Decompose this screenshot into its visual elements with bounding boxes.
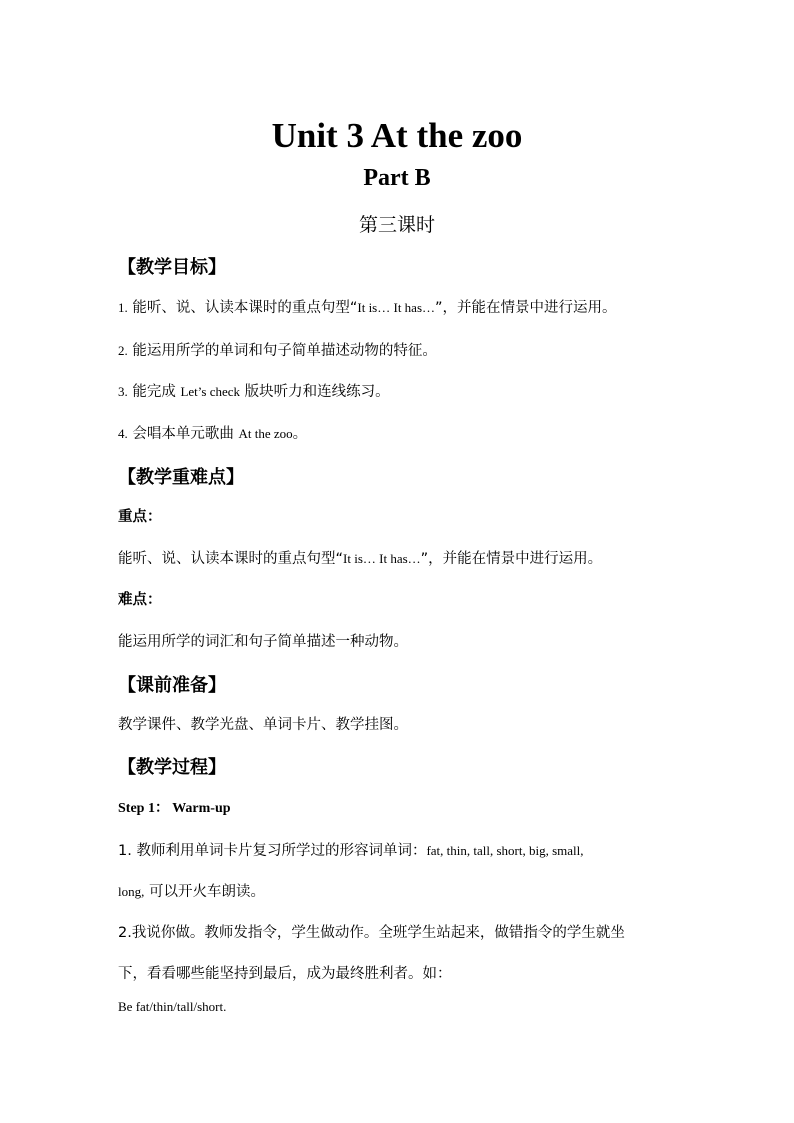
- focus-label: 重点：: [118, 509, 162, 525]
- document-subtitle: Part B: [363, 165, 431, 191]
- process-item-1-line-1: 1. 教师利用单词卡片复习所学过的形容词单词：fat, thin, tall, short, big, small,: [118, 843, 584, 859]
- example-text: Be fat/thin/tall/short.: [118, 999, 227, 1014]
- process-item-1-line-2: long, 可以开火车朗读。: [118, 884, 265, 900]
- objective-item-4: 4. 会唱本单元歌曲 At the zoo。: [118, 426, 308, 442]
- document-title: Unit 3 At the zoo: [271, 116, 523, 155]
- difficulty-label: 难点：: [118, 592, 162, 608]
- objective-item-3: 3. 能完成 Let’s check 版块听力和连线练习。: [118, 384, 390, 400]
- objective-item-2: 2. 能运用所学的单词和句子简单描述动物的特征。: [118, 343, 437, 359]
- process-item-2-line-2: 下，看看哪些能坚持到最后，成为最终胜利者。如：: [118, 966, 452, 982]
- process-heading: 【教学过程】: [118, 757, 226, 778]
- focus-text: 能听、说、认读本课时的重点句型“It is… It has…”，并能在情景中进行运用。: [118, 551, 603, 567]
- difficulty-text: 能运用所学的词汇和句子简单描述一种动物。: [118, 634, 408, 650]
- preparation-text: 教学课件、教学光盘、单词卡片、教学挂图。: [118, 717, 408, 733]
- objective-item-1: 1. 能听、说、认读本课时的重点句型“It is… It has…”，并能在情景中进行运用。: [118, 300, 617, 316]
- preparation-heading: 【课前准备】: [118, 675, 226, 696]
- lesson-label: 第三课时: [358, 214, 435, 236]
- step-1-label: Step 1： Warm-up: [118, 801, 231, 816]
- objectives-heading: 【教学目标】: [118, 257, 226, 278]
- process-item-2-line-1: 2.我说你做。教师发指令，学生做动作。全班学生站起来，做错指令的学生就坐: [118, 925, 625, 941]
- key-points-heading: 【教学重难点】: [118, 467, 244, 488]
